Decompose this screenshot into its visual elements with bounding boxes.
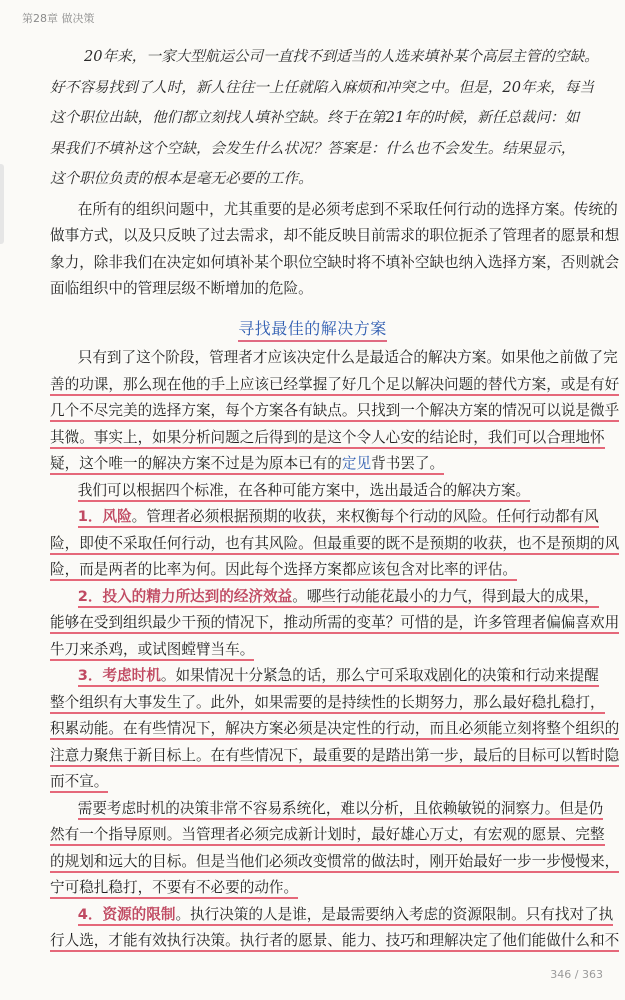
text-line: [50, 716, 620, 743]
text-line: [50, 690, 605, 717]
criterion-resources: [50, 902, 614, 929]
underlined-text[interactable]: 注意力聚焦于新目标上。在有些情况下，最重要的是踏出第一步，最后的目标可以暂时隐: [50, 747, 619, 767]
text-line: 在所有的组织问题中，尤其重要的是必须考虑到不采取任何行动的选择方案。传统的: [77, 201, 618, 218]
text-line: [50, 822, 605, 849]
quote-line: 这个职位负责的根本是毫无必要的工作。: [50, 170, 313, 187]
text-line: [50, 928, 620, 955]
text-line: [50, 372, 620, 399]
text-fragment: 。执行决策的人是谁，是最需要纳入考虑的资源限制。只有找对了执: [175, 905, 614, 923]
text-fragment: 。哪些行动能花最小的力气，得到最大的成果，: [292, 587, 599, 605]
text-line: 象力，除非我们在决定如何填补某个职位空缺时将不填补空缺也纳入选择方案，否则就会: [50, 253, 620, 271]
underlined-text[interactable]: [78, 906, 614, 926]
underlined-text[interactable]: 积累动能。在有些情况下，解决方案必须是决定性的行动，而且必须能立刻将整个组织的: [50, 720, 619, 740]
quote-line: 好不容易找到了人时，新人往往一上任就陷入麻烦和冲突之中。但是，20年来，每当: [50, 78, 594, 96]
text-line: [50, 875, 605, 902]
quote-line: 这个职位出缺，他们都立刻找人填补空缺。终于在第21年的时候，新任总裁问：如: [50, 109, 580, 126]
text-line: [50, 796, 605, 823]
text-line: [50, 743, 620, 770]
underlined-text[interactable]: 几个不尽完美的选择方案，每个方案各有缺点。只找到一个解决方案的情况可以说是微乎: [50, 402, 619, 422]
text-line: [50, 769, 605, 796]
quote-line: 20年来，一家大型航运公司一直找不到适当的人选来填补某个高层主管的空缺。: [84, 48, 599, 65]
underlined-text[interactable]: 其微。事实上，如果分析问题之后得到的是这个令人心安的结论时，我们可以合理地怀: [50, 429, 605, 449]
underlined-text[interactable]: 整个组织有大事发生了。此外，如果需要的是持续性的长期努力，那么最好稳扎稳打，: [50, 694, 605, 714]
underlined-text[interactable]: [78, 667, 599, 687]
text-line: [50, 531, 620, 558]
underlined-text[interactable]: 善的功课，那么现在他的手上应该已经掌握了好几个足以解决问题的替代方案，或是有好: [50, 376, 619, 396]
text-line: [50, 345, 618, 372]
text-line: [50, 398, 620, 425]
text-line: [50, 478, 605, 505]
main-content: [50, 345, 620, 955]
text-line: [50, 557, 605, 584]
highlight-text[interactable]: 只有到了这个阶段，管理者才应该决定什么是最适合的解决方案。如果他之前做了完: [77, 349, 618, 366]
criterion-risk: [50, 504, 605, 531]
side-scroll-handle[interactable]: [0, 164, 4, 244]
criterion-label: 4．资源的限制: [77, 905, 176, 923]
underlined-text[interactable]: 宁可稳扎稳打，不要有不必要的动作。: [50, 879, 298, 899]
text-line: 做事方式，以及只反映了过去需求，却不能反映目前需求的职位扼杀了管理者的愿景和想: [50, 227, 620, 245]
definition-link[interactable]: 定见: [341, 455, 372, 472]
underlined-text[interactable]: 牛刀来杀鸡，或试图螳臂当车。: [50, 641, 254, 661]
underlined-text[interactable]: 然有一个指导原则。当管理者必须完成新计划时，最好雄心万丈，有宏观的愿景、完整: [50, 826, 605, 846]
page-number: 346 / 363: [550, 968, 603, 981]
quote-block: [50, 42, 610, 195]
criterion-label: 2．投入的精力所达到的经济效益: [77, 587, 293, 605]
underlined-text[interactable]: 能够在受到组织最少干预的情况下，推动所需的变革？可惜的是，许多管理者偏偏喜欢用: [50, 614, 619, 634]
criterion-economy: [50, 584, 605, 611]
criterion-label: 3．考虑时机: [77, 667, 161, 684]
text-line: [50, 610, 620, 637]
underlined-text[interactable]: 险，而是两者的比率为何。因此每个选择方案都应该包含对比率的评估。: [50, 561, 517, 581]
underlined-text[interactable]: 而不宣。: [50, 773, 108, 793]
paragraph-no-action: [50, 197, 620, 303]
underlined-text[interactable]: [50, 455, 444, 475]
text-fragment: 。如果情况十分紧急的话，那么宁可采取戏剧化的决策和行动来提醒: [160, 667, 599, 684]
text-fragment: 疑，这个唯一的解决方案不过是为原本已有的: [50, 455, 342, 472]
section-title: [0, 316, 625, 339]
underlined-text[interactable]: 的规划和远大的目标。但是当他们必须改变惯常的做法时，刚开始最好一步一步慢慢来，: [50, 853, 619, 873]
underlined-text[interactable]: [78, 508, 599, 528]
underlined-text[interactable]: 险，即使不采取任何行动，也有其风险。但最重要的既不是预期的收获，也不是预期的风: [50, 535, 619, 555]
text-fragment: 。管理者必须根据预期的收获，来权衡每个行动的风险。任何行动都有风: [131, 508, 599, 525]
text-line: 面临组织中的管理层级不断增加的危险。: [50, 280, 313, 298]
text-line: [50, 849, 620, 876]
criterion-timing: [50, 663, 605, 690]
text-fragment: 背书罢了。: [371, 455, 445, 472]
text-line: [50, 425, 605, 452]
quote-line: 果我们不填补这个空缺，会发生什么状况？答案是：什么也不会发生。结果显示，: [50, 139, 576, 157]
underlined-text[interactable]: [78, 588, 599, 608]
text-line: [50, 637, 605, 664]
chapter-header: 第28章 做决策: [22, 12, 95, 25]
underlined-text[interactable]: 行人选，才能有效执行决策。执行者的愿景、能力、技巧和理解决定了他们能做什么和不: [50, 932, 619, 952]
text-line: [50, 451, 605, 478]
underlined-text[interactable]: 需要考虑时机的决策非常不容易系统化，难以分析，且依赖敏锐的洞察力。但是仍: [78, 800, 603, 820]
section-title-text[interactable]: 寻找最佳的解决方案: [238, 319, 387, 342]
underlined-text[interactable]: 我们可以根据四个标准，在各种可能方案中，选出最适合的解决方案。: [78, 482, 530, 502]
criterion-label: 1．风险: [77, 508, 132, 525]
